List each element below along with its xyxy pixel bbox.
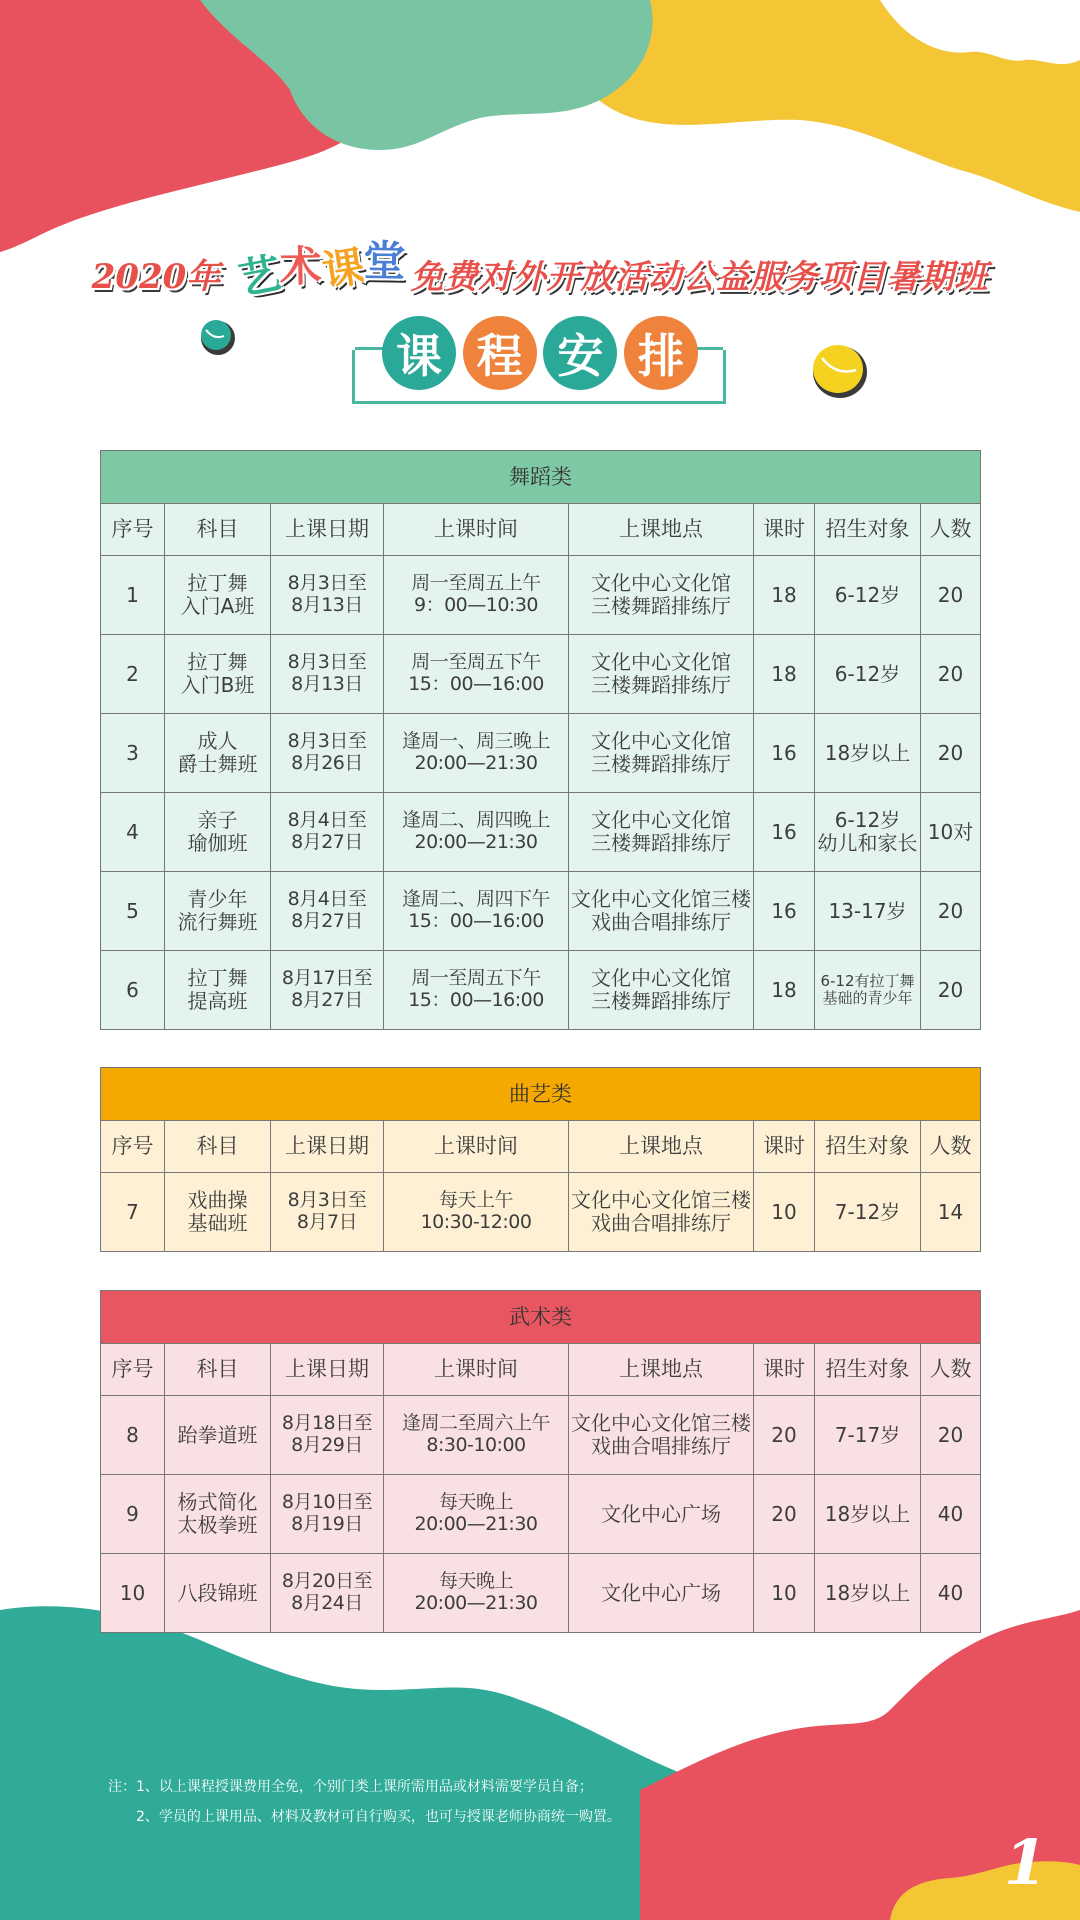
subject-cell — [165, 793, 271, 872]
table-row — [101, 714, 981, 793]
subject-line: 拉丁舞 — [187, 966, 248, 990]
date-range-line: 8月3日至 — [287, 730, 367, 753]
column-header-row — [101, 1344, 981, 1396]
class-hours-cell: 18 — [754, 556, 815, 635]
date-range-cell — [271, 872, 384, 951]
location-cell — [569, 635, 754, 714]
column-header-date-range: 上课日期 — [271, 1344, 384, 1396]
brand-char: 课 — [319, 241, 369, 297]
class-time-line: 周一至周五上午 — [411, 572, 541, 595]
column-header-class-hours: 课时 — [754, 504, 815, 556]
column-header-location: 上课地点 — [569, 1121, 754, 1173]
date-range-line: 8月7日 — [296, 1211, 358, 1233]
subject-line: 跆拳道班 — [177, 1422, 258, 1447]
location-line: 文化中心文化馆 — [591, 650, 731, 674]
enrollment-cell: 10对 — [921, 793, 981, 872]
target-group-line: 18岁以上 — [824, 1580, 911, 1605]
subject-line: 流行舞班 — [177, 910, 258, 934]
date-range-line: 8月3日至 — [287, 1189, 367, 1212]
martial-arts-schedule-table — [100, 1290, 981, 1633]
location-cell — [569, 793, 754, 872]
location-line: 三楼舞蹈排练厅 — [591, 989, 731, 1013]
row-number-cell: 6 — [101, 951, 165, 1030]
section-title-char: 安 — [543, 316, 617, 390]
subject-line: 太极拳班 — [177, 1513, 258, 1537]
location-cell — [569, 1554, 754, 1633]
location-line: 文化中心文化馆三楼 — [571, 1411, 751, 1435]
location-line: 文化中心文化馆 — [591, 729, 731, 753]
enrollment-cell: 20 — [921, 1396, 981, 1475]
class-time-line: 9：00—10:30 — [413, 594, 539, 616]
class-time-line: 20:00—21:30 — [414, 1592, 538, 1614]
class-time-line: 周一至周五下午 — [411, 651, 541, 674]
location-line: 文化中心文化馆 — [591, 571, 731, 595]
subject-cell — [165, 1396, 271, 1475]
column-header-class-hours: 课时 — [754, 1121, 815, 1173]
date-range-cell — [271, 951, 384, 1030]
location-cell — [569, 714, 754, 793]
class-time-cell — [384, 1396, 569, 1475]
headline-brand — [236, 231, 409, 305]
date-range-cell — [271, 714, 384, 793]
location-line: 三楼舞蹈排练厅 — [591, 831, 731, 855]
footnotes — [108, 1772, 808, 1832]
dance-schedule-table — [100, 450, 981, 1030]
category-header-row — [101, 1068, 981, 1121]
column-header-date-range: 上课日期 — [271, 1121, 384, 1173]
row-number-cell: 1 — [101, 556, 165, 635]
table-row — [101, 556, 981, 635]
date-range-line: 8月4日至 — [287, 809, 367, 832]
column-header-class-time: 上课时间 — [384, 1344, 569, 1396]
table-row — [101, 793, 981, 872]
class-time-line: 10:30-12:00 — [420, 1211, 532, 1233]
column-header-date-range: 上课日期 — [271, 504, 384, 556]
target-group-cell — [815, 714, 921, 793]
subject-line: 入门A班 — [180, 594, 255, 618]
column-header-row-number: 序号 — [101, 1344, 165, 1396]
target-group-cell — [815, 556, 921, 635]
class-time-line: 每天上午 — [438, 1189, 513, 1212]
enrollment-cell: 20 — [921, 714, 981, 793]
date-range-line: 8月10日至 — [281, 1491, 373, 1514]
target-group-line: 7-12岁 — [834, 1199, 901, 1224]
class-time-cell — [384, 951, 569, 1030]
brand-char: 术 — [279, 241, 323, 292]
location-line: 三楼舞蹈排练厅 — [591, 752, 731, 776]
date-range-cell — [271, 556, 384, 635]
class-time-line: 20:00—21:30 — [414, 831, 538, 853]
category-title: 舞蹈类 — [101, 451, 981, 504]
target-group-line: 13-17岁 — [828, 898, 907, 923]
column-header-class-time: 上课时间 — [384, 504, 569, 556]
enrollment-cell: 40 — [921, 1475, 981, 1554]
class-hours-cell: 18 — [754, 635, 815, 714]
location-line: 三楼舞蹈排练厅 — [591, 594, 731, 618]
subject-line: 拉丁舞 — [187, 571, 248, 595]
class-time-line: 逢周二、周四晚上 — [401, 809, 550, 832]
date-range-line: 8月18日至 — [281, 1412, 373, 1435]
category-title: 武术类 — [101, 1291, 981, 1344]
subject-line: 亲子 — [197, 808, 238, 832]
class-time-cell — [384, 793, 569, 872]
table-row — [101, 1554, 981, 1633]
date-range-line: 8月26日 — [291, 752, 363, 774]
column-header-enrollment: 人数 — [921, 1121, 981, 1173]
location-line: 文化中心文化馆 — [591, 808, 731, 832]
class-hours-cell: 16 — [754, 872, 815, 951]
column-header-subject: 科目 — [165, 1344, 271, 1396]
column-header-target-group: 招生对象 — [815, 1121, 921, 1173]
target-group-cell — [815, 635, 921, 714]
row-number-cell: 7 — [101, 1173, 165, 1252]
page-number: 1 — [1004, 1826, 1048, 1899]
subject-line: 戏曲操 — [187, 1188, 248, 1212]
enrollment-cell: 20 — [921, 951, 981, 1030]
table-row — [101, 1475, 981, 1554]
date-range-cell — [271, 1554, 384, 1633]
date-range-cell — [271, 1475, 384, 1554]
subject-cell — [165, 872, 271, 951]
class-hours-cell: 10 — [754, 1173, 815, 1252]
target-group-line: 18岁以上 — [824, 1501, 911, 1526]
column-header-location: 上课地点 — [569, 1344, 754, 1396]
row-number-cell: 8 — [101, 1396, 165, 1475]
location-cell — [569, 951, 754, 1030]
column-header-target-group: 招生对象 — [815, 1344, 921, 1396]
class-time-line: 逢周二、周四下午 — [401, 888, 550, 911]
column-header-enrollment: 人数 — [921, 504, 981, 556]
class-time-line: 20:00—21:30 — [414, 752, 538, 774]
section-title — [382, 316, 698, 392]
target-group-cell — [815, 951, 921, 1030]
class-time-line: 20:00—21:30 — [414, 1513, 538, 1535]
target-group-cell — [815, 793, 921, 872]
row-number-cell: 4 — [101, 793, 165, 872]
subject-cell — [165, 556, 271, 635]
class-time-line: 每天晚上 — [438, 1491, 513, 1514]
subject-cell — [165, 714, 271, 793]
headline-year: 2020年 — [91, 257, 221, 297]
column-header-row-number: 序号 — [101, 1121, 165, 1173]
class-time-cell — [384, 1173, 569, 1252]
target-group-cell — [815, 1475, 921, 1554]
class-time-line: 8:30-10:00 — [426, 1434, 526, 1456]
enrollment-cell: 20 — [921, 556, 981, 635]
category-header-row — [101, 451, 981, 504]
subject-cell — [165, 635, 271, 714]
class-hours-cell: 20 — [754, 1475, 815, 1554]
enrollment-cell: 20 — [921, 872, 981, 951]
date-range-line: 8月27日 — [291, 831, 363, 853]
class-hours-cell: 20 — [754, 1396, 815, 1475]
subject-line: 拉丁舞 — [187, 650, 248, 674]
class-time-cell — [384, 1475, 569, 1554]
location-cell — [569, 1475, 754, 1554]
row-number-cell: 9 — [101, 1475, 165, 1554]
table-row — [101, 635, 981, 714]
location-line: 戏曲合唱排练厅 — [591, 910, 731, 934]
enrollment-cell: 40 — [921, 1554, 981, 1633]
category-title: 曲艺类 — [101, 1068, 981, 1121]
column-header-subject: 科目 — [165, 504, 271, 556]
subject-cell — [165, 1173, 271, 1252]
target-group-cell — [815, 1173, 921, 1252]
location-line: 文化中心文化馆三楼 — [571, 887, 751, 911]
class-time-cell — [384, 635, 569, 714]
location-line: 戏曲合唱排练厅 — [591, 1434, 731, 1458]
brand-char: 堂 — [363, 236, 407, 286]
date-range-line: 8月27日 — [291, 910, 363, 932]
footnote-line: 2、学员的上课用品、材料及教材可自行购买，也可与授课老师协商统一购置。 — [136, 1809, 621, 1825]
location-line: 文化中心广场 — [601, 1580, 721, 1605]
class-time-cell — [384, 556, 569, 635]
table-row — [101, 1173, 981, 1252]
subject-line: 爵士舞班 — [177, 752, 258, 776]
date-range-line: 8月20日至 — [281, 1570, 373, 1593]
section-title-char: 程 — [463, 316, 537, 390]
location-line: 文化中心文化馆三楼 — [571, 1188, 751, 1212]
class-time-line: 周一至周五下午 — [411, 967, 541, 990]
headline — [91, 228, 989, 305]
category-header-row — [101, 1291, 981, 1344]
subject-line: 杨式简化 — [177, 1490, 258, 1514]
location-line: 戏曲合唱排练厅 — [591, 1211, 731, 1235]
location-cell — [569, 1173, 754, 1252]
enrollment-cell: 20 — [921, 635, 981, 714]
table-row — [101, 951, 981, 1030]
location-line: 三楼舞蹈排练厅 — [591, 673, 731, 697]
date-range-cell — [271, 793, 384, 872]
target-group-line: 18岁以上 — [824, 740, 911, 765]
opera-schedule-table — [100, 1067, 981, 1252]
row-number-cell: 5 — [101, 872, 165, 951]
target-group-line: 6-12岁 — [834, 661, 901, 686]
column-header-target-group: 招生对象 — [815, 504, 921, 556]
target-group-line: 6-12有拉丁舞 — [820, 971, 915, 990]
date-range-line: 8月3日至 — [287, 572, 367, 595]
date-range-line: 8月13日 — [291, 673, 363, 695]
class-time-cell — [384, 714, 569, 793]
class-time-line: 15：00—16:00 — [408, 910, 544, 932]
location-line: 文化中心广场 — [601, 1501, 721, 1526]
footnote-line: 注：1、以上课程授课费用全免，个别门类上课所需用品或材料需要学员自备； — [108, 1779, 593, 1795]
date-range-cell — [271, 635, 384, 714]
section-title-char: 排 — [624, 316, 698, 390]
class-time-cell — [384, 1554, 569, 1633]
target-group-line: 幼儿和家长 — [817, 831, 918, 855]
class-time-line: 每天晚上 — [438, 1570, 513, 1593]
table-row — [101, 872, 981, 951]
subject-cell — [165, 951, 271, 1030]
subject-line: 瑜伽班 — [187, 831, 248, 855]
target-group-cell — [815, 1396, 921, 1475]
column-header-row — [101, 504, 981, 556]
table-row — [101, 1396, 981, 1475]
date-range-line: 8月27日 — [291, 989, 363, 1011]
date-range-line: 8月24日 — [291, 1592, 363, 1614]
subject-cell — [165, 1475, 271, 1554]
column-header-enrollment: 人数 — [921, 1344, 981, 1396]
target-group-line: 基础的青少年 — [822, 989, 913, 1007]
column-header-class-hours: 课时 — [754, 1344, 815, 1396]
column-header-class-time: 上课时间 — [384, 1121, 569, 1173]
subject-line: 入门B班 — [180, 673, 255, 697]
date-range-cell — [271, 1396, 384, 1475]
target-group-line: 6-12岁 — [834, 808, 901, 832]
column-header-row — [101, 1121, 981, 1173]
section-title-char: 课 — [382, 316, 456, 390]
class-time-line: 逢周二至周六上午 — [401, 1412, 550, 1435]
location-cell — [569, 556, 754, 635]
class-hours-cell: 16 — [754, 793, 815, 872]
class-hours-cell: 16 — [754, 714, 815, 793]
column-header-row-number: 序号 — [101, 504, 165, 556]
class-time-line: 15：00—16:00 — [408, 989, 544, 1011]
date-range-line: 8月17日至 — [281, 967, 373, 990]
target-group-line: 7-17岁 — [834, 1422, 901, 1447]
date-range-line: 8月4日至 — [287, 888, 367, 911]
location-cell — [569, 872, 754, 951]
enrollment-cell: 14 — [921, 1173, 981, 1252]
subject-cell — [165, 1554, 271, 1633]
class-hours-cell: 18 — [754, 951, 815, 1030]
row-number-cell: 10 — [101, 1554, 165, 1633]
headline-text: 免费对外开放活动公益服务项目暑期班 — [410, 257, 989, 296]
date-range-line: 8月29日 — [291, 1434, 363, 1456]
target-group-cell — [815, 1554, 921, 1633]
column-header-location: 上课地点 — [569, 504, 754, 556]
class-time-cell — [384, 872, 569, 951]
date-range-line: 8月3日至 — [287, 651, 367, 674]
target-group-cell — [815, 872, 921, 951]
row-number-cell: 3 — [101, 714, 165, 793]
location-line: 文化中心文化馆 — [591, 966, 731, 990]
column-header-subject: 科目 — [165, 1121, 271, 1173]
date-range-cell — [271, 1173, 384, 1252]
target-group-line: 6-12岁 — [834, 582, 901, 607]
subject-line: 基础班 — [187, 1211, 248, 1235]
subject-line: 八段锦班 — [177, 1580, 258, 1605]
date-range-line: 8月19日 — [291, 1513, 363, 1535]
class-time-line: 15：00—16:00 — [408, 673, 544, 695]
class-hours-cell: 10 — [754, 1554, 815, 1633]
brand-char: 艺 — [234, 247, 286, 305]
subject-line: 成人 — [197, 729, 238, 753]
row-number-cell: 2 — [101, 635, 165, 714]
location-cell — [569, 1396, 754, 1475]
subject-line: 提高班 — [187, 989, 248, 1013]
class-time-line: 逢周一、周三晚上 — [401, 730, 550, 753]
date-range-line: 8月13日 — [291, 594, 363, 616]
subject-line: 青少年 — [187, 887, 248, 911]
